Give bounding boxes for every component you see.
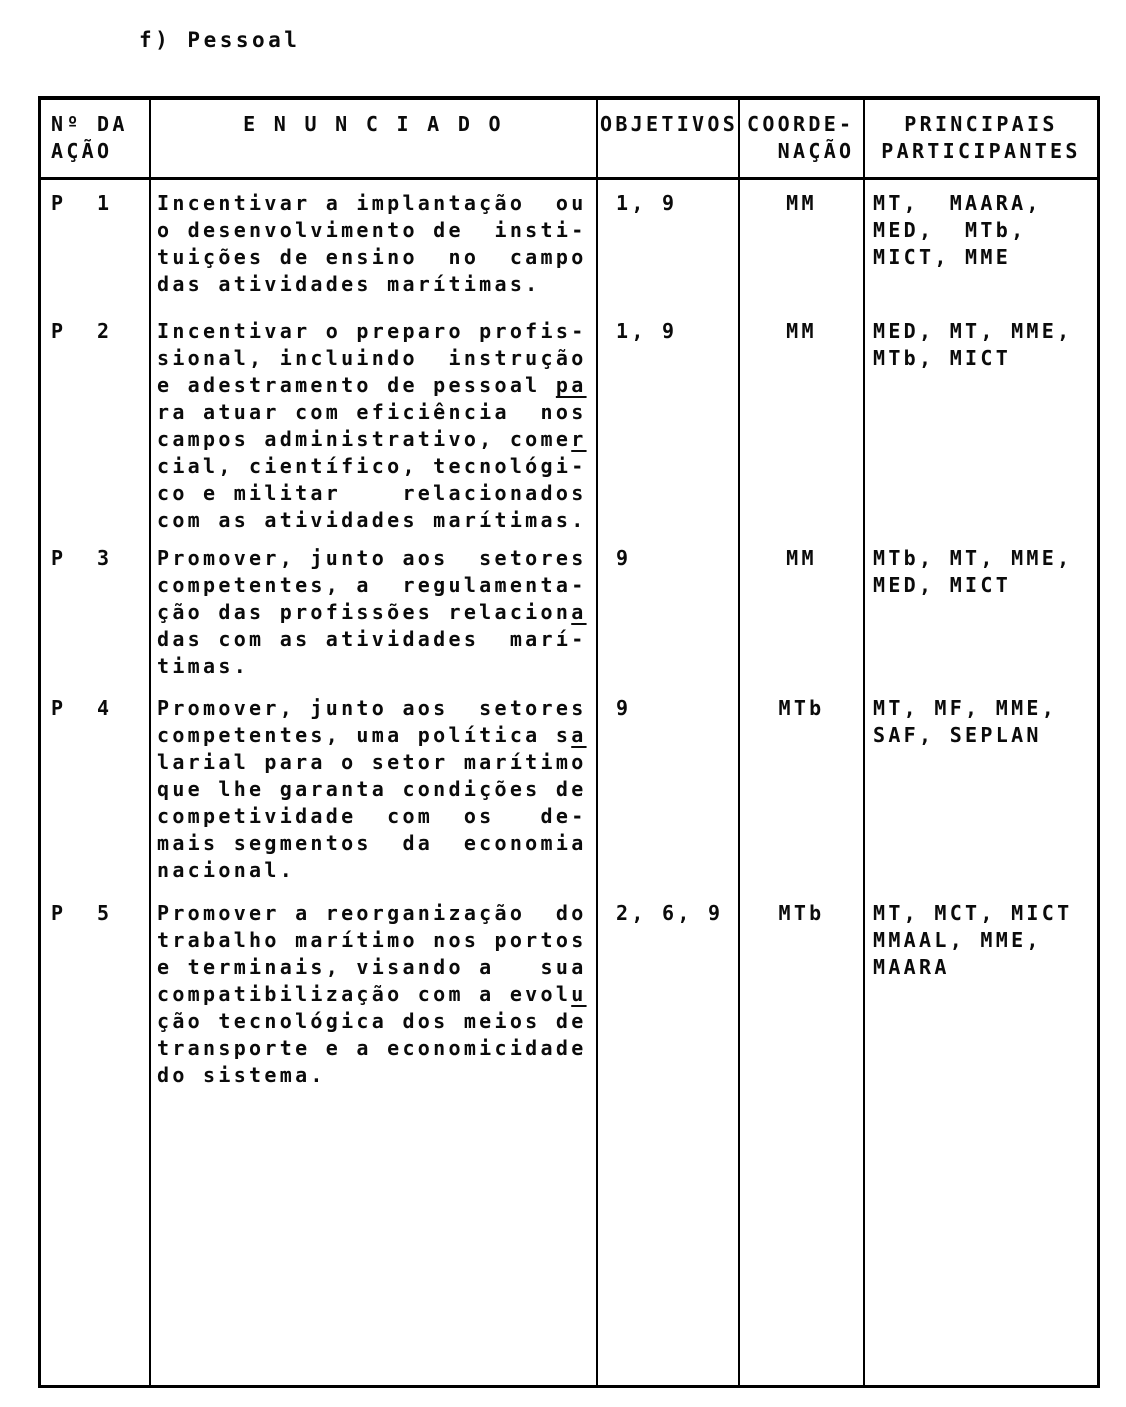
enunciado-line: e adestramento de pessoal pa <box>157 373 587 397</box>
action-block <box>157 900 596 1089</box>
header-coordenacao <box>740 100 865 180</box>
header-objetivos-label: OBJETIVOS <box>600 112 739 136</box>
enunciado-line: Incentivar o preparo profis- <box>157 319 587 343</box>
actions-table <box>38 96 1100 1388</box>
enunciado-line: timas. <box>157 654 250 678</box>
participante-line: MMAAL, MME, <box>873 928 1042 952</box>
underlined-syllable: a <box>571 723 587 747</box>
enunciado-line: com as atividades marítimas. <box>157 508 587 532</box>
participante-line: MT, MF, MME, <box>873 696 1058 720</box>
action-block <box>51 695 149 900</box>
action-number: P 4 <box>51 696 113 720</box>
enunciado-line: co e militar relacionados <box>157 481 587 505</box>
enunciado-line: das atividades marítimas. <box>157 272 541 296</box>
header-enunciado <box>151 100 598 180</box>
action-block <box>740 900 863 927</box>
coordenacao-value: MM <box>786 191 817 215</box>
objetivos-value: 2, 6, 9 <box>616 901 724 925</box>
header-numero-da-acao <box>41 100 151 180</box>
header-line: AÇÃO <box>51 139 113 163</box>
action-number: P 2 <box>51 319 113 343</box>
enunciado-line: larial para o setor marítimo <box>157 750 587 774</box>
underlined-syllable: u <box>571 982 587 1006</box>
action-block <box>873 545 1097 695</box>
enunciado-line: tuições de ensino no campo <box>157 245 587 269</box>
column-numero-da-acao <box>41 180 151 1385</box>
action-block <box>740 318 863 545</box>
underlined-syllable: r <box>571 427 587 451</box>
action-block <box>616 900 738 927</box>
objetivos-value: 9 <box>616 696 632 720</box>
header-line: COORDE- <box>747 112 855 136</box>
action-number: P 3 <box>51 546 113 570</box>
action-block <box>740 545 863 695</box>
header-enunciado-label: E N U N C I A D O <box>243 112 504 136</box>
participante-line: MED, MICT <box>873 573 1012 597</box>
action-block <box>51 318 149 545</box>
objetivos-value: 9 <box>616 546 632 570</box>
header-line: Nº DA <box>51 112 128 136</box>
action-block <box>51 900 149 927</box>
enunciado-line: cial, científico, tecnológi- <box>157 454 587 478</box>
enunciado-line: Promover, junto aos setores <box>157 696 587 720</box>
action-block <box>873 900 1097 981</box>
enunciado-line: nacional. <box>157 858 296 882</box>
enunciado-line: compatibilização com a evolu <box>157 982 587 1006</box>
column-coordenacao <box>740 180 865 1385</box>
objetivos-value: 1, 9 <box>616 319 678 343</box>
participante-line: MT, MCT, MICT <box>873 901 1073 925</box>
enunciado-line: transporte e a economicidade <box>157 1036 587 1060</box>
coordenacao-value: MM <box>786 546 817 570</box>
enunciado-line: ção das profissões relaciona <box>157 600 587 624</box>
action-block <box>157 190 596 318</box>
header-objetivos <box>598 100 740 180</box>
action-block <box>873 695 1097 900</box>
action-block <box>616 190 738 318</box>
enunciado-line: competividade com os de- <box>157 804 587 828</box>
header-line: PRINCIPAIS <box>904 112 1058 136</box>
enunciado-line: Promover a reorganização do <box>157 901 587 925</box>
objetivos-value: 1, 9 <box>616 191 678 215</box>
enunciado-line: Promover, junto aos setores <box>157 546 587 570</box>
participante-line: MTb, MT, MME, <box>873 546 1073 570</box>
enunciado-line: competentes, a regulamenta- <box>157 573 587 597</box>
page-title: f) Pessoal <box>139 28 301 52</box>
enunciado-line: que lhe garanta condições de <box>157 777 587 801</box>
header-line: PARTICIPANTES <box>881 139 1081 163</box>
column-enunciado <box>151 180 598 1385</box>
enunciado-line: trabalho marítimo nos portos <box>157 928 587 952</box>
action-block <box>616 695 738 900</box>
action-block <box>157 695 596 900</box>
participante-line: MTb, MICT <box>873 346 1012 370</box>
action-block <box>51 190 149 318</box>
enunciado-line: do sistema. <box>157 1063 326 1087</box>
coordenacao-value: MTb <box>778 696 825 720</box>
header-principais-participantes <box>865 100 1097 180</box>
enunciado-line: ra atuar com eficiência nos <box>157 400 587 424</box>
column-participantes <box>865 180 1097 1385</box>
action-block <box>740 190 863 318</box>
column-objetivos <box>598 180 740 1385</box>
action-block <box>873 318 1097 545</box>
enunciado-line: o desenvolvimento de insti- <box>157 218 587 242</box>
underlined-syllable: a <box>571 600 587 624</box>
enunciado-line: mais segmentos da economia <box>157 831 587 855</box>
enunciado-line: sional, incluindo instrução <box>157 346 587 370</box>
action-block <box>51 545 149 695</box>
participante-line: MT, MAARA, <box>873 191 1042 215</box>
action-block <box>616 318 738 545</box>
header-line: NAÇÃO <box>747 139 855 163</box>
participante-line: MED, MT, MME, <box>873 319 1073 343</box>
action-block <box>740 695 863 900</box>
participante-line: MAARA <box>873 955 950 979</box>
enunciado-line: ção tecnológica dos meios de <box>157 1009 587 1033</box>
coordenacao-value: MM <box>786 319 817 343</box>
action-block <box>873 190 1097 318</box>
enunciado-line: competentes, uma política sa <box>157 723 587 747</box>
participante-line: SAF, SEPLAN <box>873 723 1042 747</box>
coordenacao-value: MTb <box>778 901 825 925</box>
action-block <box>157 545 596 695</box>
action-block <box>616 545 738 695</box>
enunciado-line: das com as atividades marí- <box>157 627 587 651</box>
underlined-syllable: pa <box>555 373 587 397</box>
action-number: P 5 <box>51 901 113 925</box>
enunciado-line: campos administrativo, comer <box>157 427 587 451</box>
action-number: P 1 <box>51 191 113 215</box>
participante-line: MICT, MME <box>873 245 1012 269</box>
enunciado-line: e terminais, visando a sua <box>157 955 587 979</box>
participante-line: MED, MTb, <box>873 218 1027 242</box>
action-block <box>157 318 596 545</box>
enunciado-line: Incentivar a implantação ou <box>157 191 587 215</box>
